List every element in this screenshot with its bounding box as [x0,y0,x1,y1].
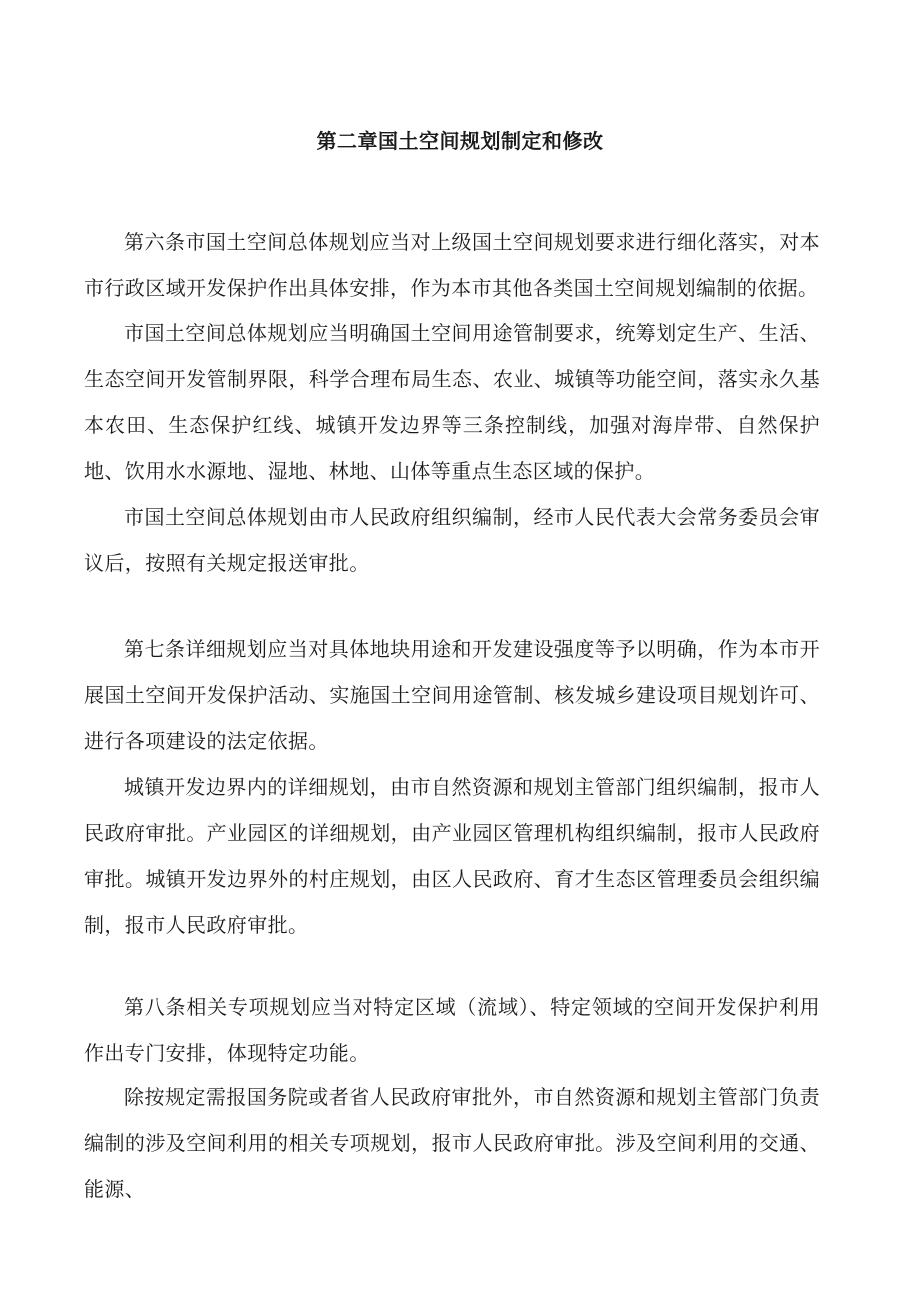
article-6-clause-2-paragraph: 市国土空间总体规划应当明确国土空间用途管制要求，统筹划定生产、生活、生态空间开发管制界限，科学合理布局生态、农业、城镇等功能空间，落实永久基本农田、生态保护红线、城镇开发边界等三条控制线，加强对海岸带、自然保护地、饮用水水源地、湿地、林地、山体等重点生态区域的保护。 [84,321,820,483]
article-6-paragraph: 第六条市国土空间总体规划应当对上级国土空间规划要求进行细化落实，对本市行政区域开发保护作出具体安排，作为本市其他各类国土空间规划编制的依据。 [84,230,820,300]
article-8-clause-2-paragraph: 除按规定需报国务院或者省人民政府审批外，市自然资源和规划主管部门负责编制的涉及空间利用的相关专项规划，报市人民政府审批。涉及空间利用的交通、能源、 [84,1085,820,1201]
article-7-clause-2-paragraph: 城镇开发边界内的详细规划，由市自然资源和规划主管部门组织编制，报市人民政府审批。产业园区的详细规划，由产业园区管理机构组织编制，报市人民政府审批。城镇开发边界外的村庄规划，由区人民政府、育才生态区管理委员会组织编制，报市人民政府审批。 [84,775,820,937]
article-7-paragraph: 第七条详细规划应当对具体地块用途和开发建设强度等予以明确，作为本市开展国土空间开发保护活动、实施国土空间用途管制、核发城乡建设项目规划许可、进行各项建设的法定依据。 [84,637,820,753]
chapter-title: 第二章国土空间规划制定和修改 [316,129,604,153]
article-8-paragraph: 第八条相关专项规划应当对特定区域（流域）、特定领域的空间开发保护利用作出专门安排，体现特定功能。 [84,995,820,1065]
article-6-clause-3-paragraph: 市国土空间总体规划由市人民政府组织编制，经市人民代表大会常务委员会审议后，按照有关规定报送审批。 [84,505,820,575]
